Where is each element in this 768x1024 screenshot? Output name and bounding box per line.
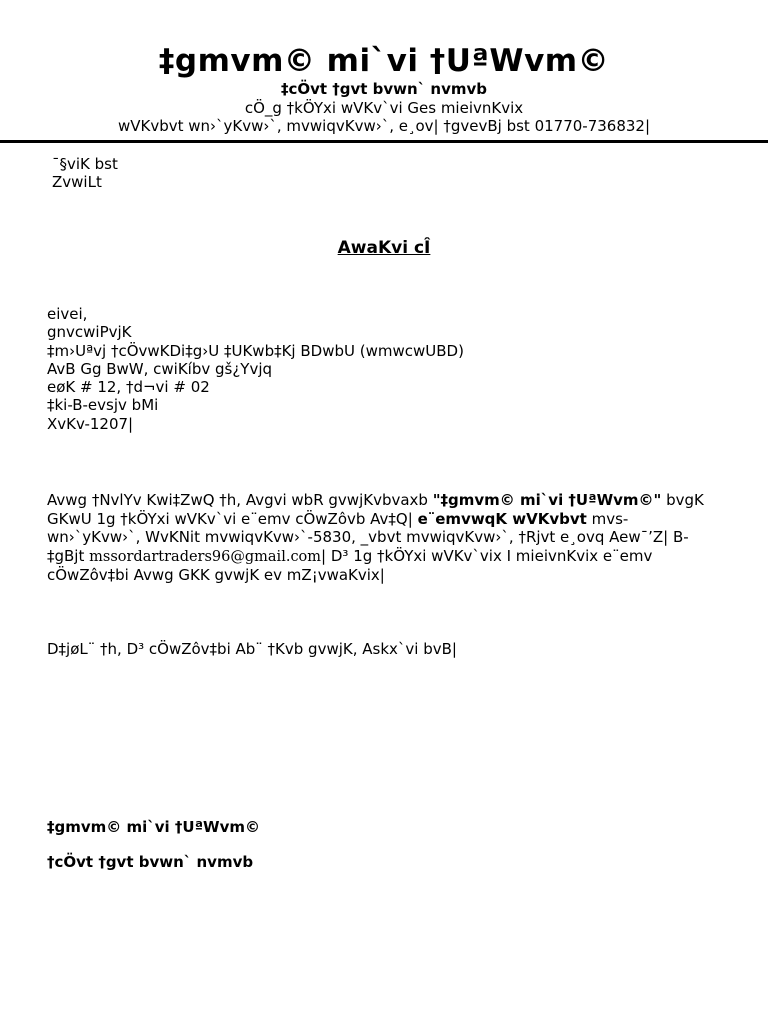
body-paragraph: [47, 491, 717, 585]
body-text: mvs-wn›`yKvw›`, WvKNit mvwiqvKvw›`-5830, _vbvt mvwiqvKvw›`, †Rjvt e¸ovq Aew¯’Z| B-‡gBjt: [47, 509, 689, 565]
addressee-line: eøK # 12, †d¬vi # 02: [47, 378, 210, 397]
body-text: Avwg †NvlYv Kwi‡ZwQ †h, Avgvi wbR gvwjKvbvaxb: [47, 491, 433, 509]
signature-firm: ‡gmvm© mi`vi †UªWvm©: [47, 818, 261, 836]
letter-subject: AwaKvi cÎ: [337, 238, 431, 258]
letterhead-description: cÖ_g †kÖYxi wVKv`vi Ges mieivnKvix: [244, 99, 524, 117]
addressee-line: eivei,: [47, 305, 88, 323]
closing-statement: D‡jøL¨ †h, D³ cÖwZôv‡bi Ab¨ †Kvb gvwjK, Askx`vi bvB|: [47, 640, 457, 658]
addressee-line: AvB Gg BwW, cwiKíbv gš¿Yvjq: [47, 359, 273, 378]
letterhead-title: ‡gmvm© mi`vi †UªWvm©: [158, 43, 610, 79]
email-address: mssordartraders96@gmail.com: [89, 548, 322, 565]
business-address-label: e¨emvwqK wVKvbvt: [417, 509, 587, 528]
firm-name: "‡gmvm© mi`vi †UªWvm©": [432, 491, 662, 509]
addressee-line: gnvcwiPvjK: [47, 323, 132, 342]
addressee-block: [47, 305, 464, 433]
addressee-line: ‡ki-B-evsjv bMi: [47, 396, 159, 415]
letterhead-address: wVKvbvt wn›`yKvw›`, mvwiqvKvw›`, e¸ov| †gvevBj bst 01770-736832|: [117, 117, 651, 135]
body-text: bvgK GKwU 1g †kÖYxi wVKv`vi e¨emv cÖwZôvb Av‡Q|: [47, 491, 704, 528]
body-text: | D³ 1g †kÖYxi wVKv`vix I mieivnKvix e¨emv cÖwZôv‡bi Avwg GKK gvwjK ev mZ¡vwaKvix|: [47, 546, 653, 585]
signature-name: †cÖvt †gvt bvwn` nvmvb: [47, 853, 254, 871]
reference-date: ZvwiLt: [52, 173, 102, 191]
reference-number: ¯§viK bst: [52, 155, 118, 173]
letterhead-proprietor: ‡cÖvt †gvt bvwn` nvmvb: [280, 80, 488, 98]
addressee-line: XvKv-1207|: [47, 414, 134, 433]
addressee-line: ‡m›Uªvj †cÖvwKDi‡g›U ‡UKwb‡Kj BDwbU (wmwcwUBD): [47, 341, 464, 360]
letterhead-divider: [0, 140, 768, 143]
